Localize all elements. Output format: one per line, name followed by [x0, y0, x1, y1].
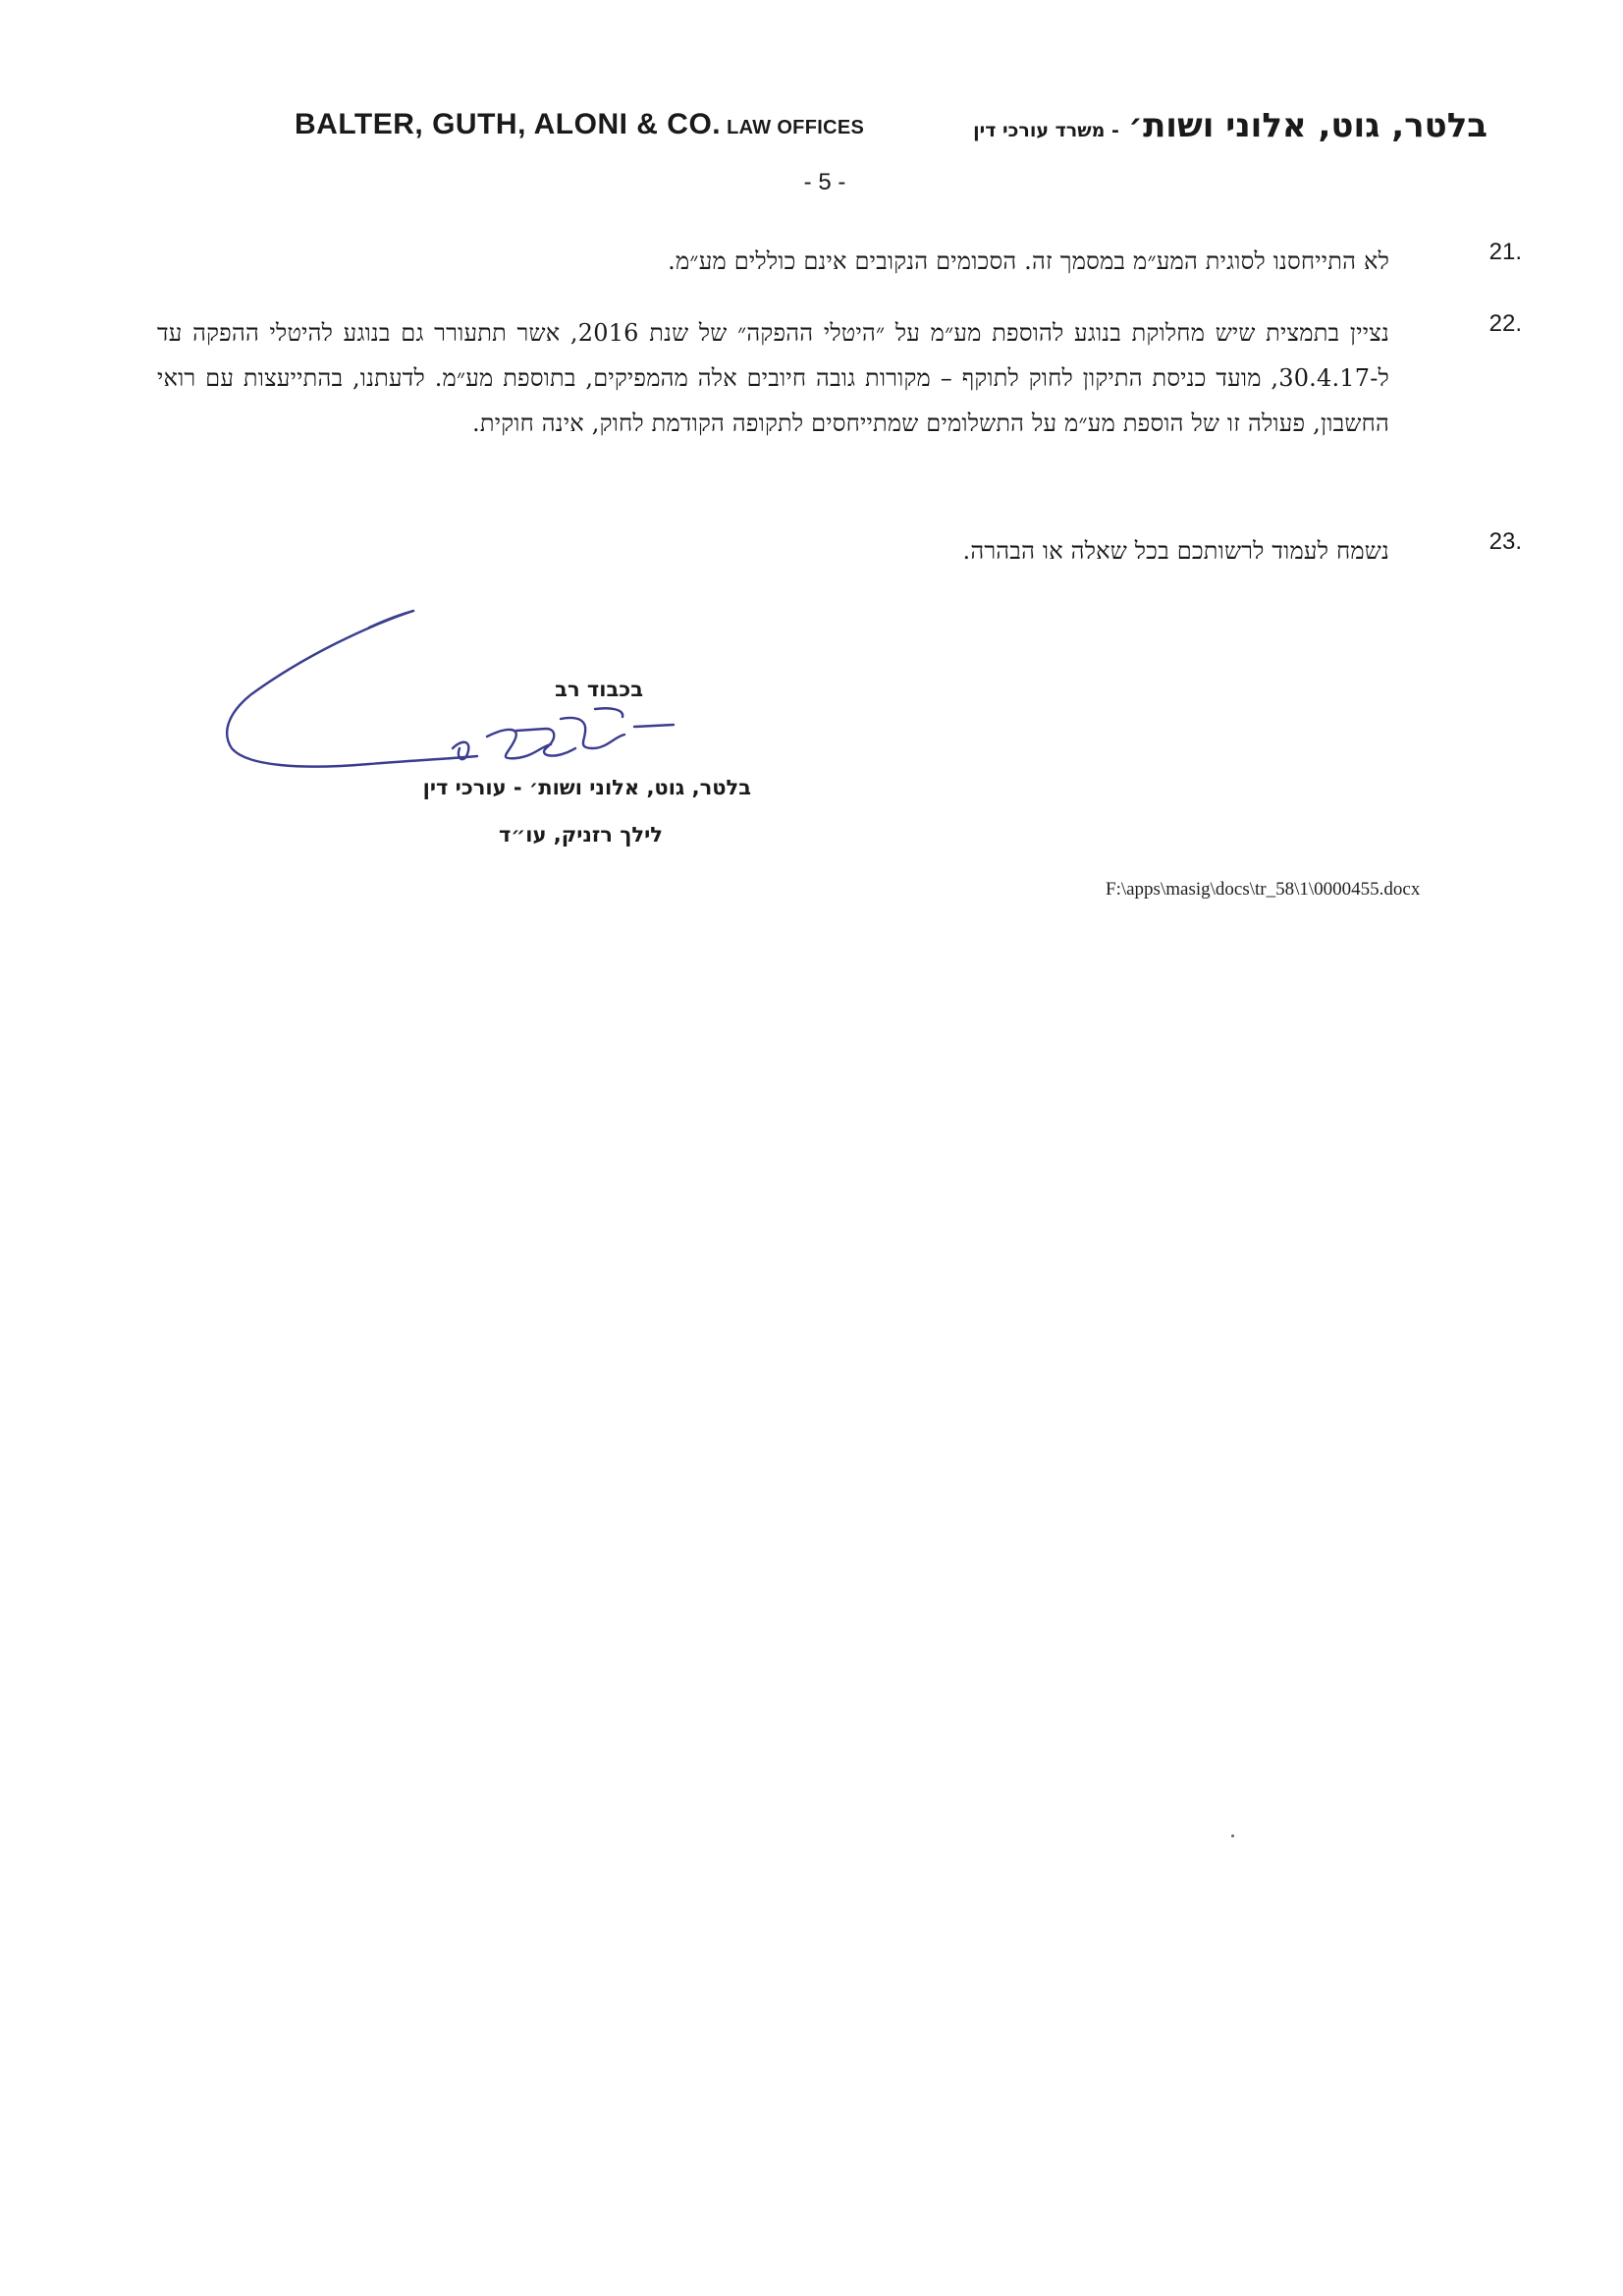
signatory-name: לילך רזניק, עו״ד	[499, 823, 663, 847]
file-path: F:\apps\masig\docs\tr_58\1\0000455.docx	[1106, 879, 1421, 900]
paragraph-number: 22.	[1488, 310, 1522, 337]
paragraph-text: לא התייחסנו לסוגית המע״מ במסמך זה. הסכומים הנקובים אינם כוללים מע״מ.	[668, 247, 1389, 275]
letterhead-hebrew-suffix: - משרד עורכי דין	[973, 120, 1119, 141]
paragraph-text: נציין בתמצית שיש מחלוקת בנוגע להוספת מע״מ על ״היטלי ההפקה״ של שנת 2016, אשר תתעורר גם בנוגע להיטלי ההפקה עד ל-30.4.17, מועד כניסת התיקון לחוק לתוקף – מקורות גובה חיובים אלה מהמפיקים, בתוספת מע״מ. לדעתנו, בהתייעצות עם רואי החשבון, פעולה זו של הוספת מע״מ על התשלומים שמתייחסים לתקופה הקודמת לחוק, אינה חוקית.	[157, 319, 1389, 437]
paragraph-21	[157, 239, 1522, 284]
paragraph-22	[157, 310, 1522, 497]
letterhead-hebrew-name: בלטר, גוט, אלוני ושות׳	[1127, 106, 1488, 145]
letterhead-hebrew	[973, 106, 1488, 145]
letterhead-english-suffix: LAW OFFICES	[727, 117, 865, 138]
paragraph-number: 21.	[1488, 239, 1522, 265]
handwritten-signature	[222, 601, 732, 788]
scan-speck	[1231, 1834, 1234, 1837]
paragraph-number: 23.	[1488, 528, 1522, 555]
letterhead	[295, 106, 1488, 149]
page-number: - 5 -	[803, 169, 846, 195]
signature-firm: בלטר, גוט, אלוני ושות׳ - עורכי דין	[422, 776, 751, 799]
letterhead-english-name: BALTER, GUTH, ALONI & CO.	[295, 108, 722, 140]
letterhead-english	[295, 108, 864, 141]
paragraph-23	[157, 528, 1522, 574]
closing-regards: בכבוד רב	[555, 678, 643, 701]
paragraph-text: נשמח לעמוד לרשותכם בכל שאלה או הבהרה.	[962, 537, 1389, 565]
